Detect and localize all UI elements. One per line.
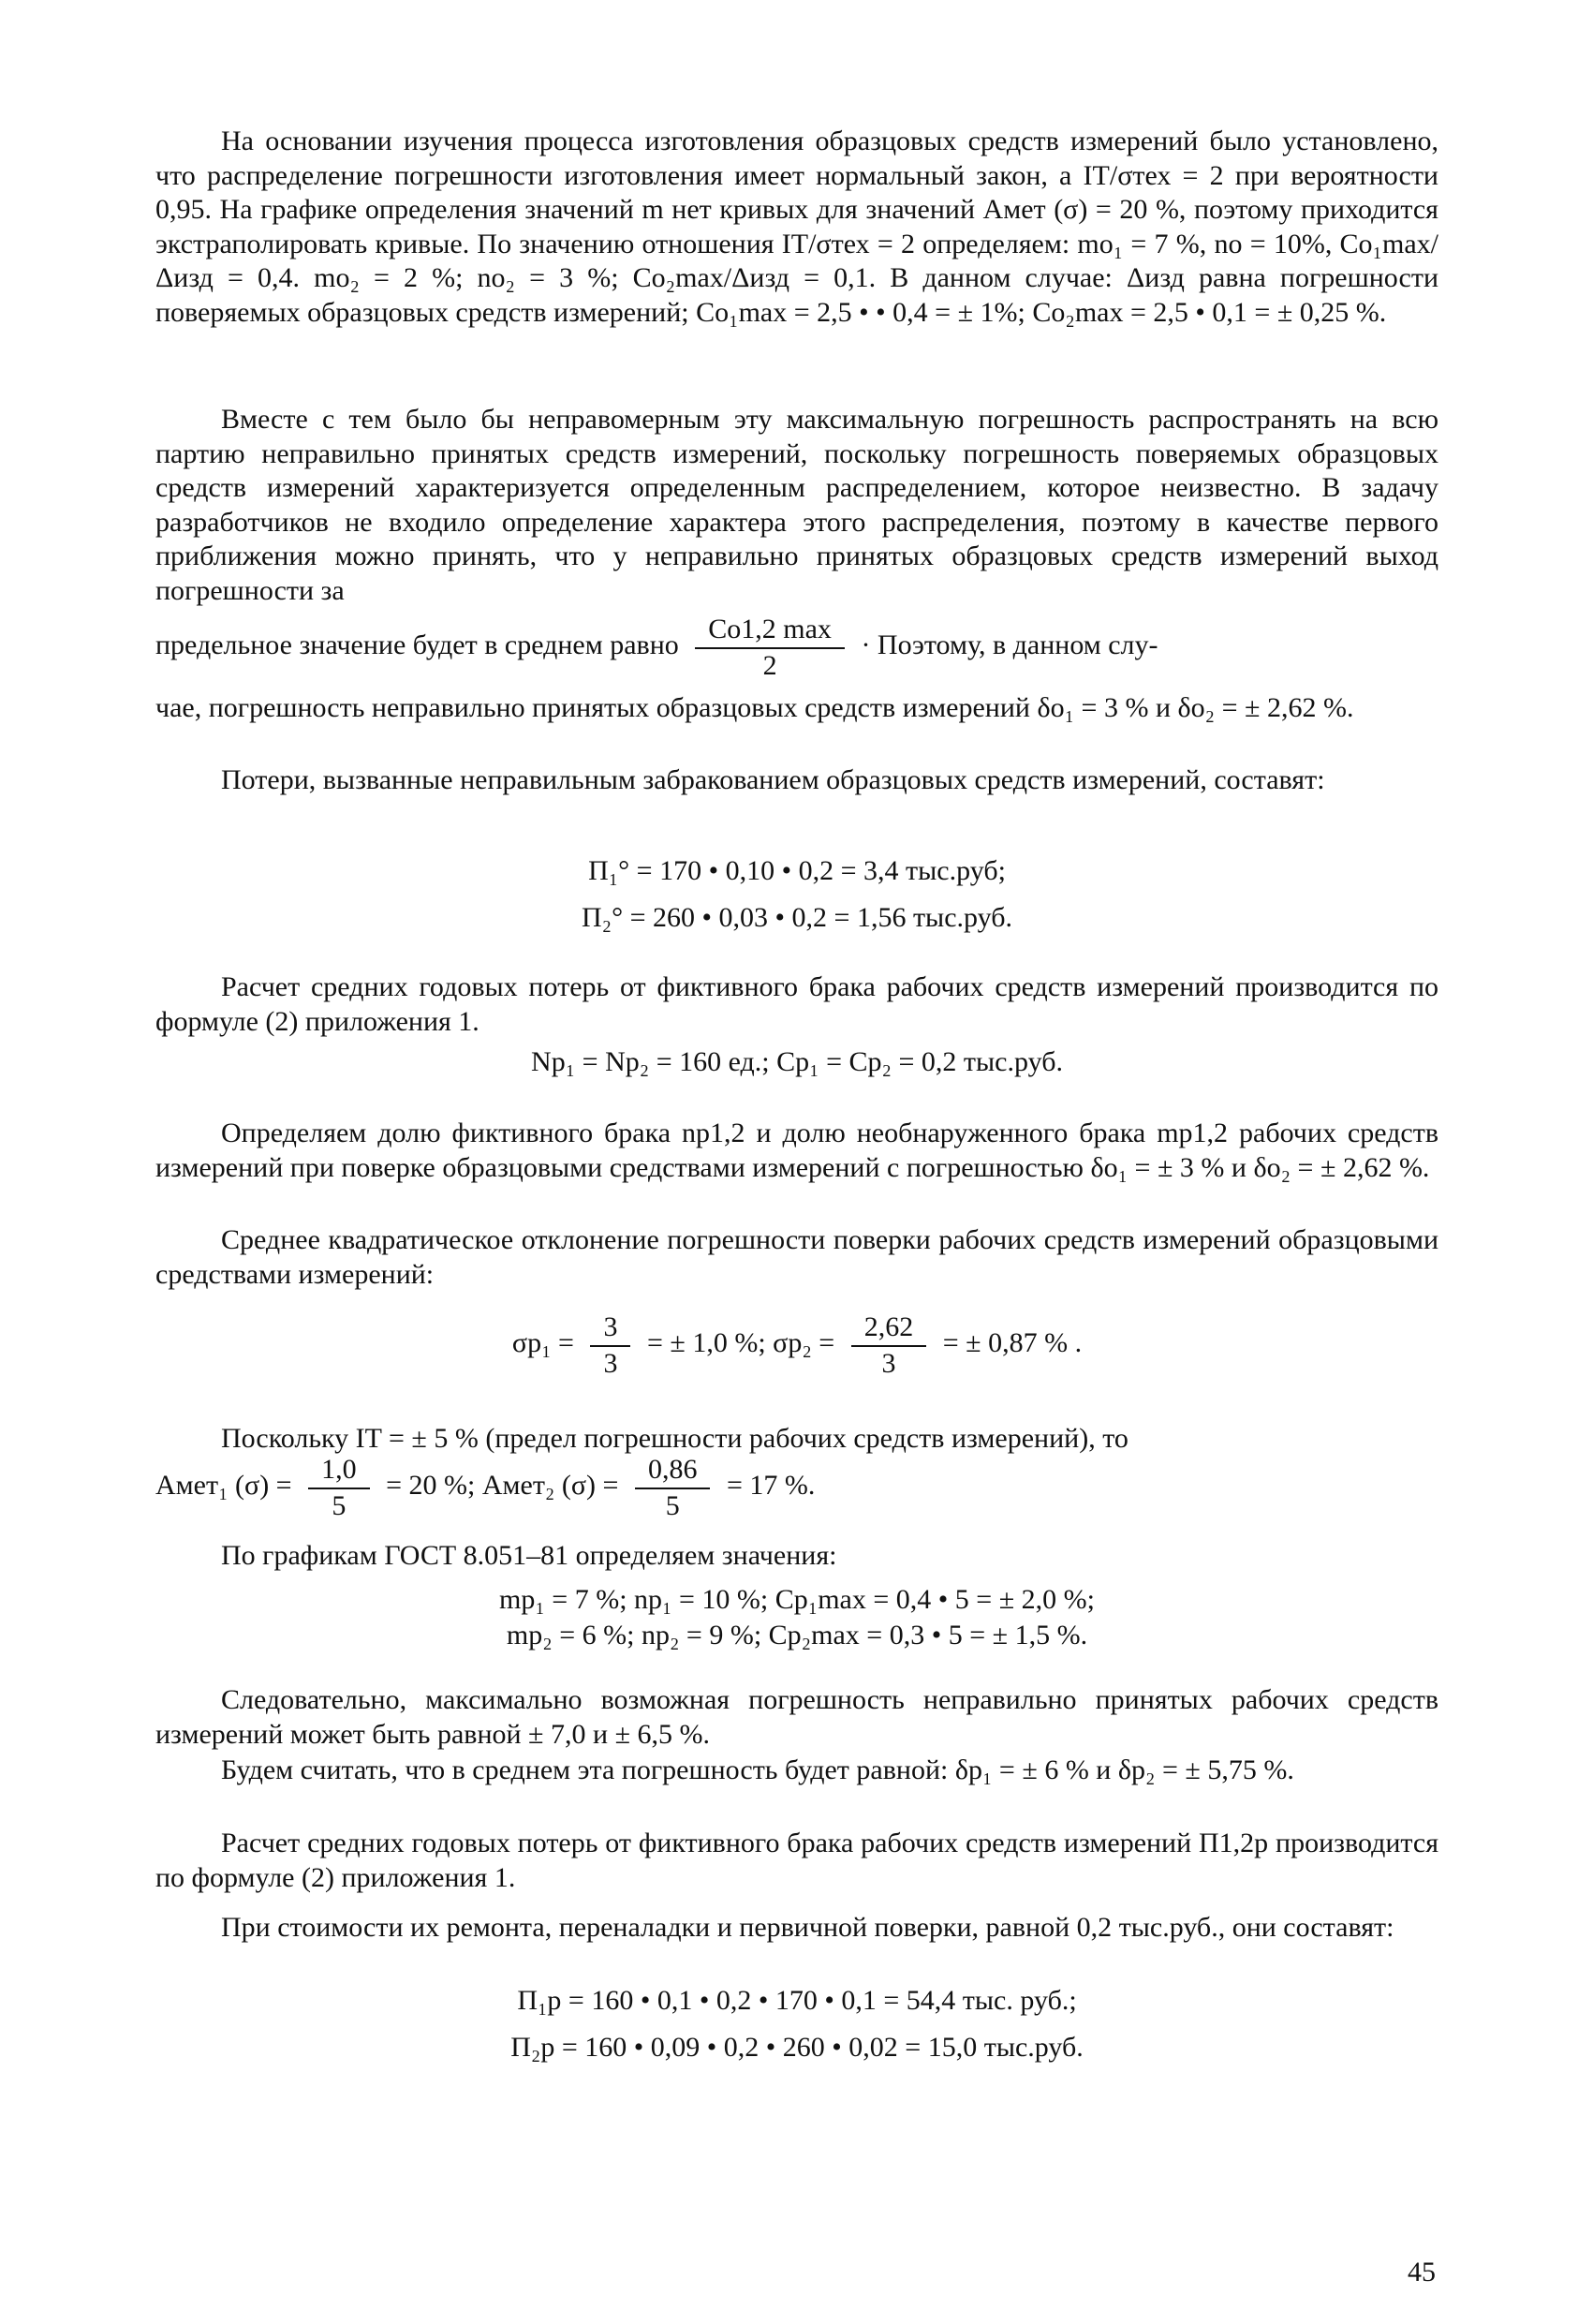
paragraph-5: Определяем долю фиктивного брака np1,2 и долю необнаруженного брака mp1,2 рабочих средств измерений при поверке образцовыми средствами измерений с погрешностью δo₁ = ± 3 % и δo₂ = ± 2,62 %. [155,1118,1438,1183]
paragraph-11: Расчет средних годовых потерь от фиктивного брака рабочих средств измерений П1,2p производится по формуле (2) приложения 1. [155,1828,1438,1893]
fraction-co-max [695,614,845,681]
formula-pp-1: П₁p = 160 • 0,1 • 0,2 • 170 • 0,1 = 54,4 тыс. руб.; [517,1985,1077,2016]
formula-sigma [155,1311,1438,1379]
fraction-amet-1-denominator: 5 [332,1490,347,1521]
fraction-co-max-numerator: Co1,2 max [695,614,845,649]
formula-amet-part-a: Aмет₁ (σ) = [155,1469,292,1501]
fraction-amet-2-denominator: 5 [665,1490,680,1521]
formula-np-cp: Np₁ = Np₂ = 160 ед.; Cp₁ = Cp₂ = 0,2 тыс.руб. [531,1046,1063,1077]
formula-sigma-part-a: σp₁ = [511,1326,574,1358]
fraction-sigma-2-numerator: 2,62 [851,1311,927,1347]
paragraph-4: Расчет средних годовых потерь от фиктивного брака рабочих средств измерений производится по формуле (2) приложения 1. [155,971,1438,1037]
paragraph-9: Следовательно, максимально возможная погрешность неправильно принятых рабочих средств измерений может быть равной ± 7,0 и ± 6,5 %. [155,1684,1438,1750]
paragraph-3: Потери, вызванные неправильным забракованием образцовых средств измерений, составят: [221,764,1325,795]
formula-pp-2: П₂p = 160 • 0,09 • 0,2 • 260 • 0,02 = 15,0 тыс.руб. [510,2032,1084,2063]
paragraph-12: При стоимости их ремонта, переналадки и первичной поверки, равной 0,2 тыс.руб., они составят: [221,1912,1394,1943]
formula-losses-2: П₂° = 260 • 0,03 • 0,2 = 1,56 тыс.руб. [581,902,1013,933]
fraction-amet-1 [308,1454,370,1521]
formula-amet-part-b: = 20 %; Aмет₂ (σ) = [386,1469,619,1501]
paragraph-7: Поскольку IT = ± 5 % (предел погрешности рабочих средств измерений), то [221,1423,1128,1454]
paragraph-2-fraction-line [155,614,1438,681]
formula-mp-1: mp₁ = 7 %; np₁ = 10 %; Cp₁max = 0,4 • 5 = ± 2,0 %; [499,1584,1095,1615]
fraction-sigma-2-denominator: 3 [881,1348,896,1379]
paragraph-6: Среднее квадратическое отклонение погрешности поверки рабочих средств измерений образцовыми средствами измерений: [155,1224,1438,1290]
paragraph-2-end: чае, погрешность неправильно принятых образцовых средств измерений δo₁ = 3 % и δo₂ = ± 2,62 %. [155,692,1354,723]
fraction-sigma-1 [590,1311,630,1379]
formula-amet [155,1454,815,1521]
page-number: 45 [1408,2257,1436,2287]
paragraph-2-tail-before: предельное значение будет в среднем равно [155,629,679,660]
fraction-sigma-1-numerator: 3 [590,1311,630,1347]
fraction-co-max-denominator: 2 [762,650,777,681]
paragraph-2-tail-after: · Поэтому, в данном слу- [861,629,1158,660]
formula-losses-1: П₁° = 170 • 0,10 • 0,2 = 3,4 тыс.руб; [588,855,1006,886]
fraction-amet-2-numerator: 0,86 [635,1454,711,1489]
formula-sigma-part-c: = ± 0,87 % . [942,1326,1083,1358]
formula-sigma-part-b: = ± 1,0 %; σp₂ = [646,1326,835,1358]
formula-mp-2: mp₂ = 6 %; np₂ = 9 %; Cp₂max = 0,3 • 5 = ± 1,5 %. [506,1620,1088,1650]
paragraph-10: Будем считать, что в среднем эта погрешность будет равной: δp₁ = ± 6 % и δp₂ = ± 5,75 %. [221,1754,1294,1785]
paragraph-8: По графикам ГОСТ 8.051–81 определяем значения: [221,1540,837,1571]
fraction-amet-1-numerator: 1,0 [308,1454,370,1489]
formula-amet-part-c: = 17 %. [726,1469,816,1501]
fraction-amet-2 [635,1454,711,1521]
fraction-sigma-2 [851,1311,927,1379]
fraction-sigma-1-denominator: 3 [603,1348,618,1379]
paragraph-1: На основании изучения процесса изготовления образцовых средств измерений было установлено, что распределение погрешности изготовления имеет нормальный закон, а IT/σтех = 2 при вероятности 0,95. На графике определения значений m нет кривых для значений Aмет (σ) = 20 %, поэтому приходится экстраполировать кривые. По значению отношения IT/σтех = 2 определяем: mo₁ = 7 %, no = 10%, Co₁max/Δизд = 0,4. mo₂ = 2 %; no₂ = 3 %; Co₂max/Δизд = 0,1. В данном случае: Δизд равна погрешности поверяемых образцовых средств измерений; Co₁max = 2,5 • • 0,4 = ± 1%; Co₂max = 2,5 • 0,1 = ± 0,25 %. [155,126,1438,328]
paragraph-2: Вместе с тем было бы неправомерным эту максимальную погрешность распространять на всю партию неправильно принятых средств измерений, поскольку погрешность поверяемых образцовых средств измерений характеризуется определенным распределением, которое неизвестно. В задачу разработчиков не входило определение характера этого распределения, поэтому в качестве первого приближения можно принять, что у неправильно принятых образцовых средств измерений выход погрешности за [155,404,1438,606]
